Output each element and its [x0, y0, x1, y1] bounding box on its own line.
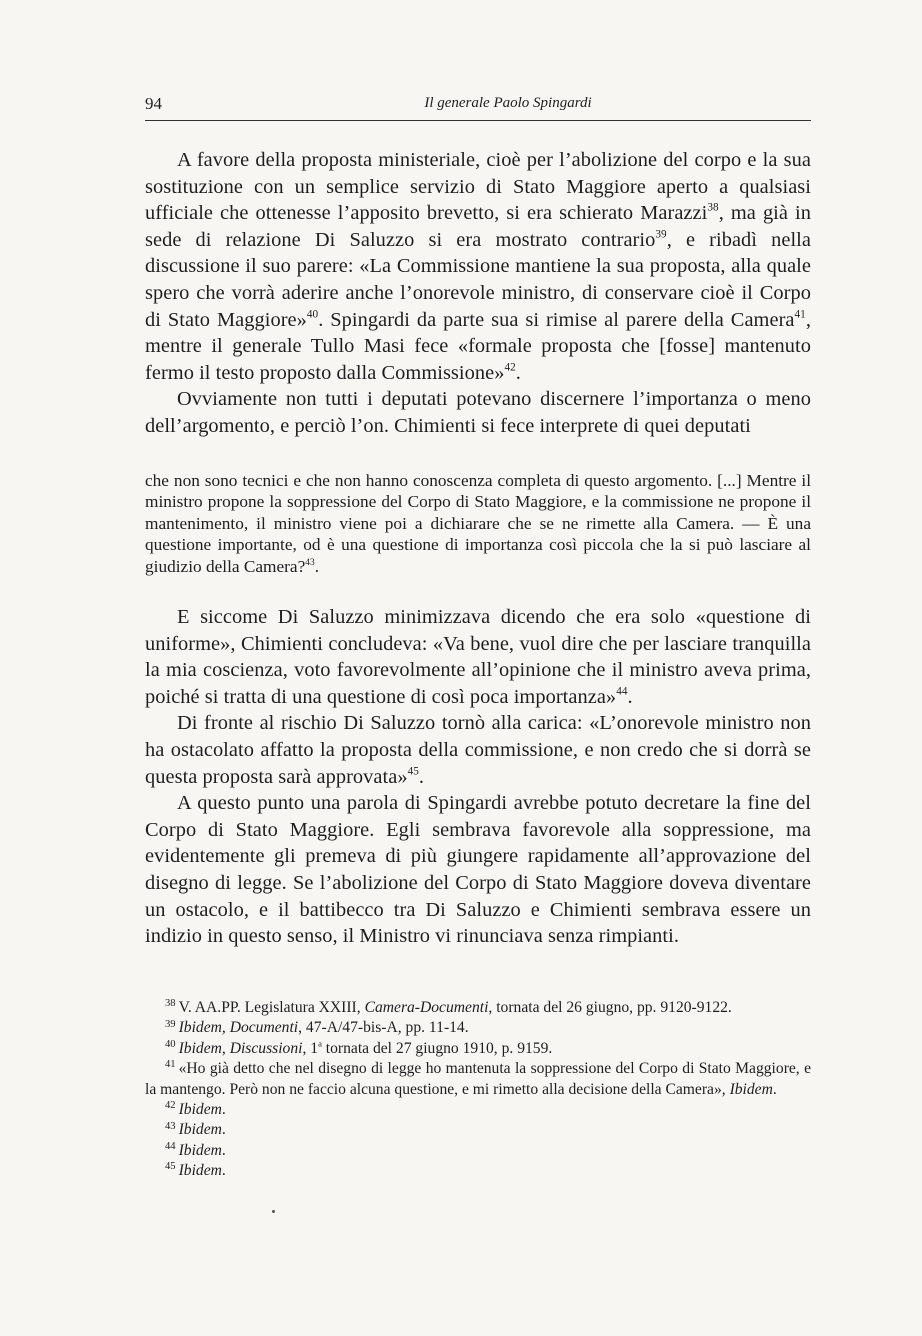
footnote-45: $^{45}$ Ibidem. [165, 1161, 226, 1180]
footnote-ref: 42 [504, 361, 516, 374]
quote-text: che non sono tecnici e che non hanno conoscenza completa di questo argomento. [...] Mentre il ministro propone la soppressione del Corpo di Stato Maggiore, e la commissione ne propone il mantenimento, il ministro viene poi a dichiarare che se ne rimette alla Camera. — È una questione importante, od è una questione di importanza così piccola che la si può lasciare al giudizio della Camera?$^{43}$. [145, 471, 811, 576]
print-speck [272, 1210, 275, 1213]
footnote-38: $^{38}$ V. AA.PP. Legislatura XXIII, Camera-Documenti, tornata del 26 giugno, pp. 9120-9122. [165, 998, 732, 1016]
footnote-42: $^{42}$ Ibidem. [165, 1100, 226, 1119]
paragraph: A favore della proposta ministeriale, cioè per l’abolizione del corpo e la sua sostituzione con un semplice servizio di Stato Maggiore aperto a qualsiasi ufficiale che ottenesse l’apposito brevetto, si era schierato Marazzi$^{38}$, ma già in sede di relazione Di Saluzzo si era mostrato contrario$^{39}$, e ribadì nella discussione il suo parere: «La Commissione mantiene la sua proposta, alla quale spero che vorrà aderire anche l’onorevole ministro, di conservare cioè il Corpo di Stato Maggiore»$^{40}$. Spingardi da parte sua si rimise al parere della Camera$^{41}$, mentre il generale Tullo Masi fece «formale proposta che [fosse] mantenuto fermo il testo proposto dalla Commissione»$^{42}$. [145, 149, 812, 384]
footnote-ref: 40 [306, 308, 319, 321]
footnote-ref: 41 [794, 308, 806, 321]
footnote-ref: 38 [707, 201, 719, 214]
footnote-41: $^{41}$ «Ho già detto che nel disegno di legge ho mantenuta la soppressione del Corpo di Stato Maggiore, e la mantengo. Però non ne faccio alcuna questione, e mi rimetto alla decisione della Camera», Ibidem. [145, 1059, 811, 1098]
paragraph: A questo punto una parola di Spingardi avrebbe potuto decretare la fine del Corpo di Stato Maggiore. Egli sembrava favorevole alla soppressione, ma evidentemente gli premeva di più giungere rapidamente all’approvazione del disegno di legge. Se l’abolizione del Corpo di Stato Maggiore doveva diventare un ostacolo, e il battibecco tra Di Saluzzo e Chimienti sembrava essere un indizio in questo senso, il Ministro vi rinunciava senza rimpianti. [145, 792, 811, 948]
footnote-ref: 44 [616, 685, 628, 698]
footnote-39: $^{39}$ Ibidem, Documenti, 47-A/47-bis-A, pp. 11-14. [165, 1018, 469, 1037]
footnote-ref: 45 [407, 765, 419, 778]
footnotes [145, 998, 811, 1182]
running-header [145, 92, 811, 121]
block-quote [145, 470, 811, 577]
body-text-upper [145, 147, 811, 440]
paragraph: Ovviamente non tutti i deputati potevano discernere l’importanza o meno dell’argomento, e perciò l’on. Chimienti si fece interprete di quei deputati [145, 388, 811, 437]
footnote-ref: 39 [655, 228, 667, 241]
running-title: Il generale Paolo Spingardi [424, 95, 592, 111]
footnote-44: $^{44}$ Ibidem. [165, 1141, 226, 1159]
footnote-43: $^{43}$ Ibidem. [165, 1120, 226, 1139]
footnote-ref: 43 [305, 557, 315, 568]
page-number: 94 [145, 94, 162, 113]
paragraph: E siccome Di Saluzzo minimizzava dicendo che era solo «questione di uniforme», Chimienti concludeva: «Va bene, vuol dire che per lasciare tranquilla la mia coscienza, voto favorevolmente all’opinione che il ministro aveva prima, poiché si tratta di una questione di così poca importanza»$^{44}$. [145, 606, 811, 708]
paragraph: Di fronte al rischio Di Saluzzo tornò alla carica: «L’onorevole ministro non ha ostacolato affatto la proposta della commissione, e non credo che si dorrà se questa proposta sarà approvata»$^{45}$. [145, 712, 811, 788]
body-text-lower [145, 604, 811, 950]
footnote-40: $^{40}$ Ibidem, Discussioni, 1$^a$ tornata del 27 giugno 1910, p. 9159. [165, 1038, 553, 1057]
